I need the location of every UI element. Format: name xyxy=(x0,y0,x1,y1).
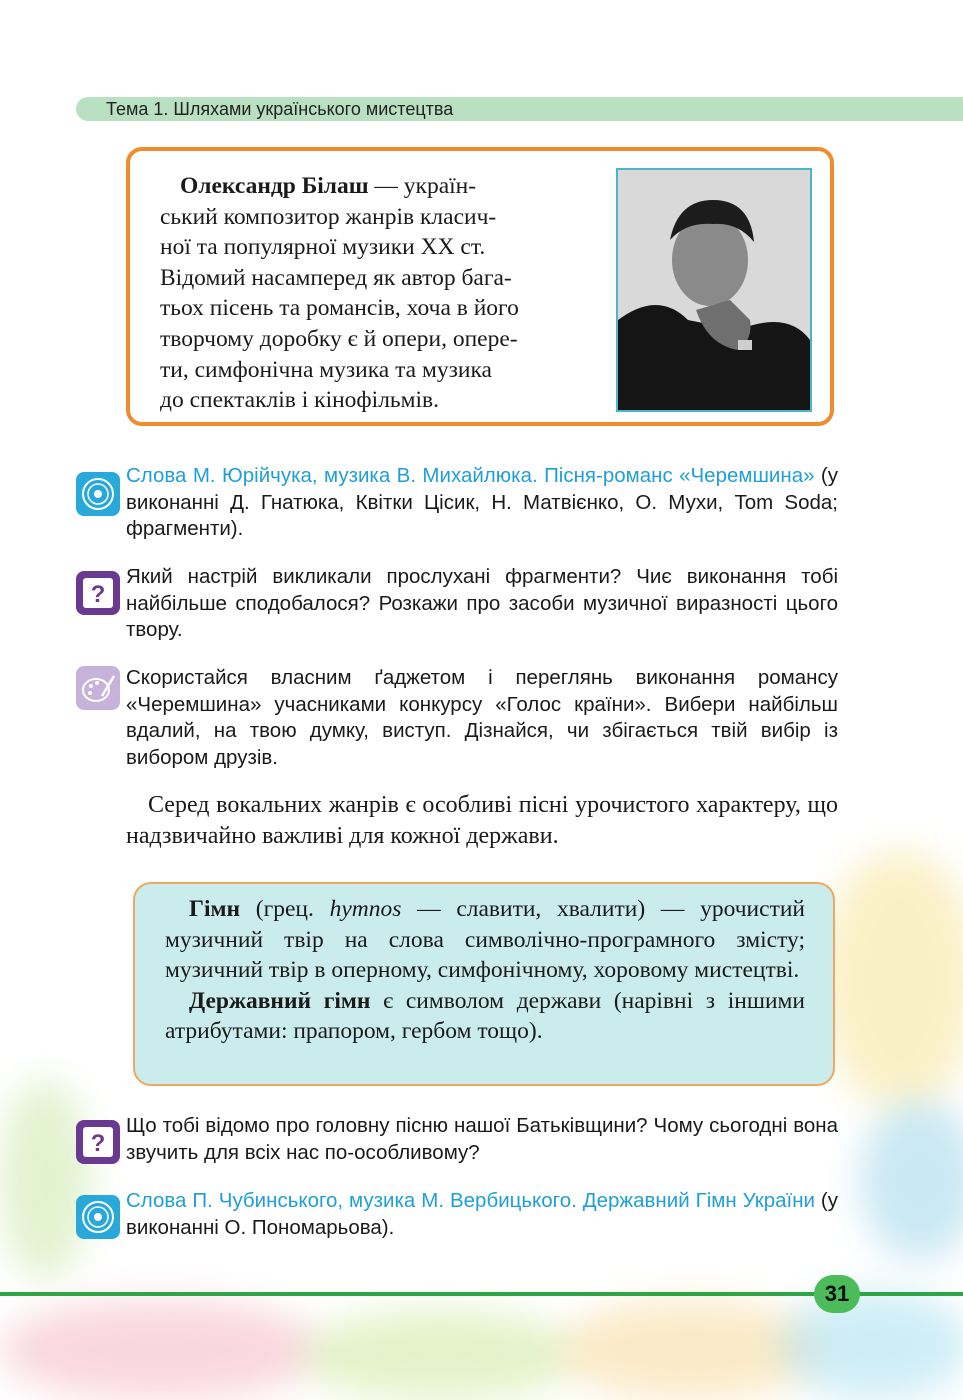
paint-splash-decoration xyxy=(820,850,963,1110)
bio-line: ної та популярної музики XX ст. xyxy=(160,234,486,261)
bio-line: — україн- xyxy=(368,173,477,199)
paint-splash-decoration xyxy=(860,1100,963,1260)
paint-splash-decoration xyxy=(300,1310,580,1400)
question-icon xyxy=(76,1120,120,1164)
page-number: 31 xyxy=(814,1275,860,1313)
bio-line: ський композитор жанрів класич- xyxy=(160,203,497,230)
term-hymn-latin: hymnos xyxy=(329,896,402,922)
composer-name: Олександр Білаш xyxy=(180,173,369,199)
listening-assignment-1 xyxy=(126,463,838,543)
song-title-link[interactable]: Слова М. Юрійчука, музика В. Михайлюка. Пісня-романс «Черемшина» xyxy=(126,464,815,487)
bio-line: ти, симфонічна музика та музика xyxy=(160,356,492,383)
listening-assignment-2 xyxy=(126,1188,838,1241)
definition-box xyxy=(133,882,835,1086)
body-paragraph: Серед вокальних жанрів є особливі пісні урочистого характеру, що надзвичайно важливі для кожної держави. xyxy=(126,792,838,849)
performers-text: (у виконанні Д. Гнатюка, Квітки Цісик, Н. Матвієнко, О. Мухи, Tom Soda; фрагменти). xyxy=(126,464,838,540)
term-hymn: Гімн xyxy=(189,896,241,922)
question-icon xyxy=(76,571,120,615)
biography-text xyxy=(160,171,594,416)
paint-splash-decoration xyxy=(0,1080,90,1280)
term-state-anthem: Державний гімн xyxy=(189,987,371,1014)
anthem-title-link[interactable]: Слова П. Чубинського, музика М. Вербицького. Державний Гімн України xyxy=(126,1189,815,1212)
portrait-image xyxy=(618,170,810,410)
audio-disc-icon[interactable] xyxy=(76,1195,120,1239)
svg-text:?: ? xyxy=(90,1130,106,1157)
term-hymn-pre: (грец. xyxy=(240,896,330,922)
bio-line: тьох пісень та романсів, хоча в його xyxy=(160,295,519,322)
task-text: Скористайся власним ґаджетом і переглянь виконання романсу «Черемшина» учасниками конкурсу «Голос країни». Вибери найбільш вдалий, на твою думку, виступ. Дізнайся, чи збігається твій вибір із вибором друзів. xyxy=(126,666,838,769)
definition-text xyxy=(165,894,805,1047)
term-state-anthem-desc: є символом держави (нарівні з іншими атрибутами: прапором, гербом тощо). xyxy=(165,987,805,1044)
question-text-2: Що тобі відомо про головну пісню нашої Батьківщини? Чому сьогодні вона звучить для всіх нас по-особливому? xyxy=(126,1114,838,1164)
bio-line: до спектаклів і кінофільмів. xyxy=(160,387,440,414)
palette-brush-icon xyxy=(76,666,120,710)
composer-portrait-photo xyxy=(616,168,812,412)
hymn-definition xyxy=(165,894,805,986)
term-hymn-desc: — славити, хвалити) — урочистий музичний твір на слова символічно-програмного змісту; музичний твір в оперному, симфонічному, хоровому мистецтві. xyxy=(165,896,805,983)
anthem-performer-text: (у виконанні О. Пономарьова). xyxy=(126,1189,838,1239)
bio-line: Відомий насамперед як автор бага- xyxy=(160,264,512,291)
paint-splash-decoration xyxy=(0,1300,320,1400)
bio-line: творчому доробку є й опери, опере- xyxy=(160,325,518,352)
question-text-1: Який настрій викликали прослухані фрагменти? Чиє виконання тобі найбільше сподобалося? Розкажи про засоби музичної виразності цього твору. xyxy=(126,565,838,641)
audio-disc-icon[interactable] xyxy=(76,472,120,516)
svg-text:?: ? xyxy=(90,581,106,608)
biography-box xyxy=(126,147,834,426)
state-anthem-definition xyxy=(165,986,805,1047)
topic-header-title: Тема 1. Шляхами українського мистецтва xyxy=(106,99,454,119)
paint-splash-decoration xyxy=(780,1290,963,1400)
